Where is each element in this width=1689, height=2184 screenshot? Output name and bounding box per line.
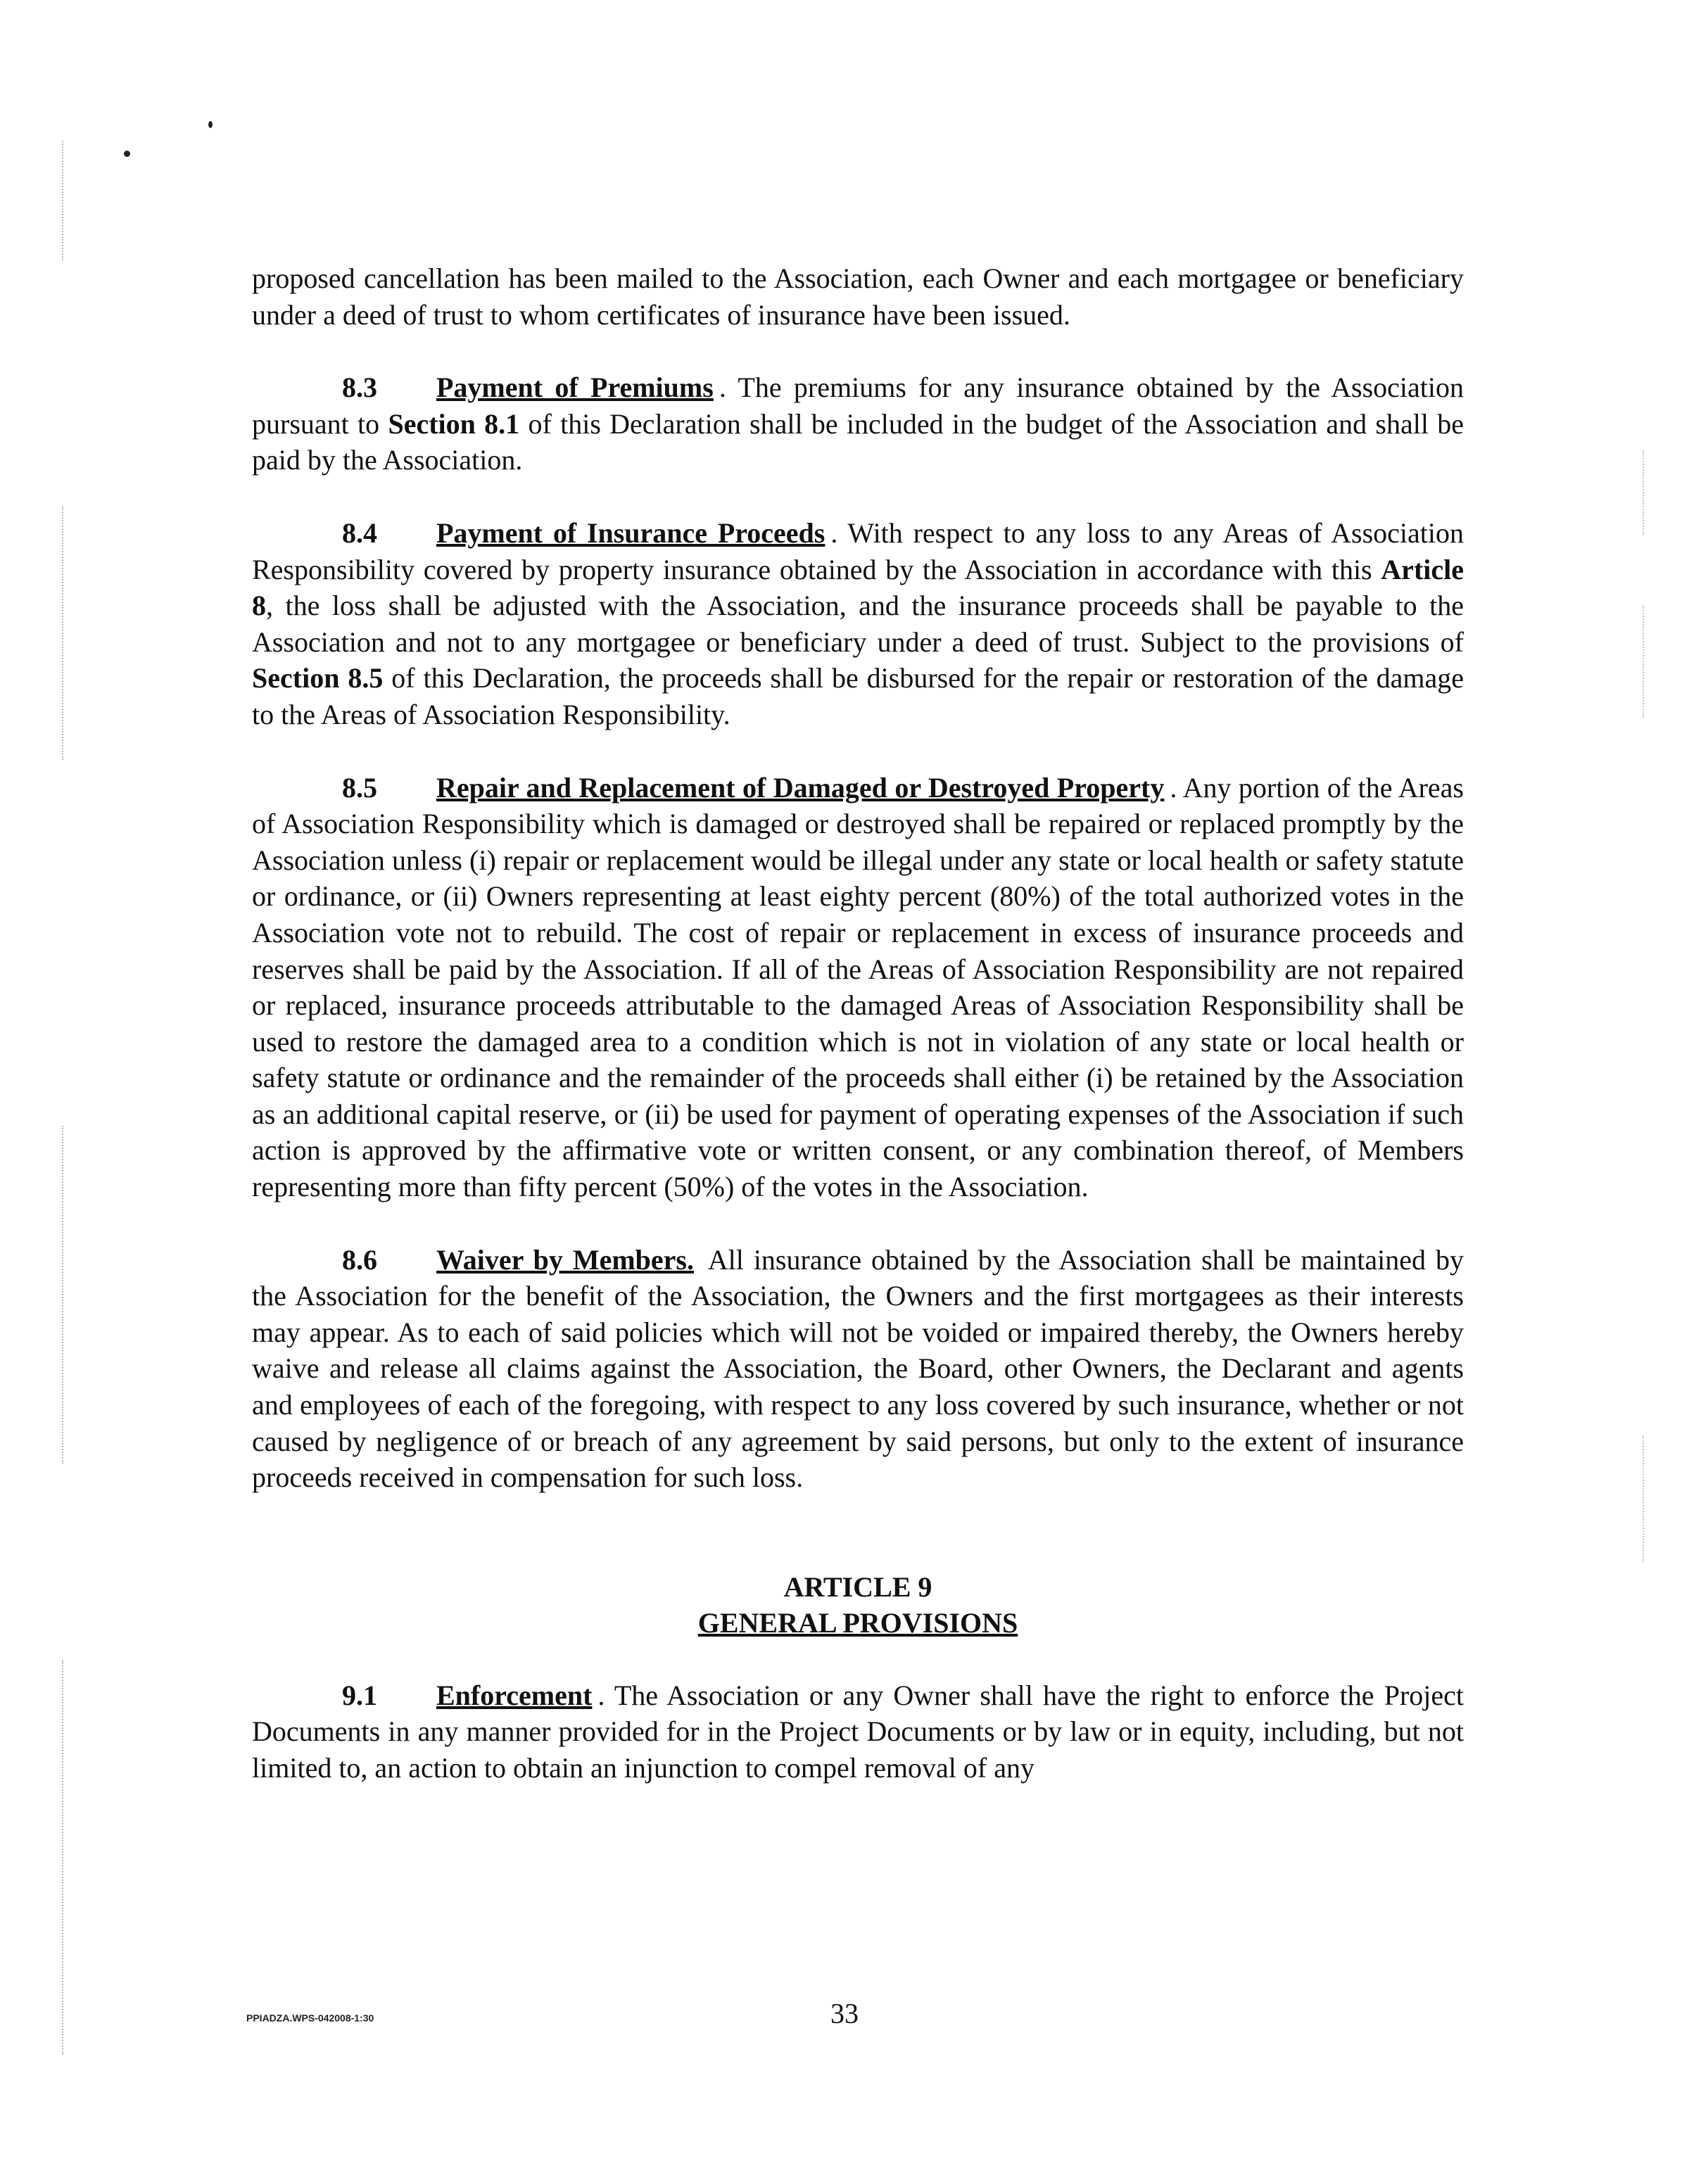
section-9-1 [252,1677,1464,1786]
section-title: Repair and Replacement of Damaged or Destroyed Property [436,771,1165,804]
section-title: Enforcement [436,1679,593,1711]
section-number: 9.1 [342,1679,377,1711]
section-8-4 [252,515,1464,733]
paragraph-gap [252,1641,1464,1677]
article-number: ARTICLE 9 [783,1570,932,1603]
section-reference: Section 8.5 [252,662,384,694]
section-title: Payment of Insurance Proceeds [436,516,825,549]
opening-paragraph: proposed cancellation has been mailed to the Association, each Owner and each mortgagee or beneficiary under a deed of trust to whom certificates of insurance have been issued. [252,262,1464,331]
section-8-6 [252,1242,1464,1496]
section-body: , the loss shall be adjusted with the Association, and the insurance proceeds shall be payable to the Association and not to any mortgagee or beneficiary under a deed of trust. Subject to the provisions of [252,590,1464,658]
section-title: Payment of Premiums [436,372,714,404]
scan-speck [208,121,213,128]
section-body: . The premiums for any insurance obtained by the Association pursuant to [252,372,1464,440]
article-heading [252,1569,1464,1641]
section-body: of this Declaration shall be included in the budget of the Association and shall be paid by the Association. [252,407,1464,476]
paragraph-gap [252,733,1464,770]
section-body: All insurance obtained by the Association shall be maintained by the Association for the benefit of the Association, the Owners and the first mortgagees as their interests may appear. As to each of said policies which will not be voided or impaired thereby, the Owners hereby waive and release all claims against the Association, the Board, other Owners, the Declarant and agents and employees of each of the foregoing, with respect to any loss covered by such insurance, whether or not caused by negligence of or breach of any agreement by said persons, but only to the extent of insurance proceeds received in compensation for such loss. [252,1243,1464,1494]
section-number: 8.5 [342,771,377,804]
section-title: Waiver by Members. [436,1243,694,1276]
section-body: of this Declaration, the proceeds shall be disbursed for the repair or restoration of the damage to the Areas of Association Responsibility. [252,662,1464,730]
article-reference: Article 8 [252,553,1464,622]
section-body: . Any portion of the Areas of Association Responsibility which is damaged or destroyed shall be repaired or replaced promptly by the Association unless (i) repair or replacement would be illegal under any state or local health or safety statute or ordinance, or (ii) Owners representing at least eighty percent (80%) of the total authorized votes in the Association vote not to rebuild. The cost of repair or replacement in excess of insurance proceeds and reserves shall be paid by the Association. If all of the Areas of Association Responsibility are not repaired or replaced, insurance proceeds attributable to the damaged Areas of Association Responsibility shall be used to restore the damaged area to a condition which is not in violation of any state or local health or safety statute or ordinance and the remainder of the proceeds shall either (i) be retained by the Association as an additional capital reserve, or (ii) be used for payment of operating expenses of the Association if such action is approved by the affirmative vote or written consent, or any combination thereof, of Members representing more than fifty percent (50%) of the votes in the Association. [252,771,1465,1203]
scan-margin-noise [1643,1435,1647,1562]
scan-margin-noise [62,141,83,260]
scan-margin-noise [62,507,83,760]
section-8-3 [252,369,1464,478]
paragraph-gap [252,478,1464,515]
scan-margin-noise [62,1661,83,2055]
section-reference: Section 8.1 [388,407,520,440]
paragraph-gap [252,333,1464,369]
section-number: 8.3 [342,372,377,404]
footer-file-code: PPIADZA.WPS-042008-1:30 [246,2012,374,2024]
scan-margin-noise [62,1126,83,1464]
document-body [252,260,1464,1786]
scan-margin-noise [1643,450,1647,535]
article-title: GENERAL PROVISIONS [697,1606,1018,1639]
scan-speck [124,151,130,157]
section-8-5 [252,770,1464,1205]
section-body: . The Association or any Owner shall have the right to enforce the Project Documents in any manner provided for in the Project Documents or by law or in equity, including, but not limited to, an action to obtain an injunction to compel removal of any [252,1679,1464,1784]
paragraph-gap [252,1205,1464,1242]
scan-margin-noise [1643,605,1647,718]
section-number: 8.6 [342,1243,377,1276]
section-body: . With respect to any loss to any Areas of Association Responsibility covered by property insurance obtained by the Association in accordance with this [252,516,1464,585]
section-number: 8.4 [342,516,377,549]
paragraph-gap [252,1496,1464,1569]
page-number: 33 [830,1998,859,2029]
